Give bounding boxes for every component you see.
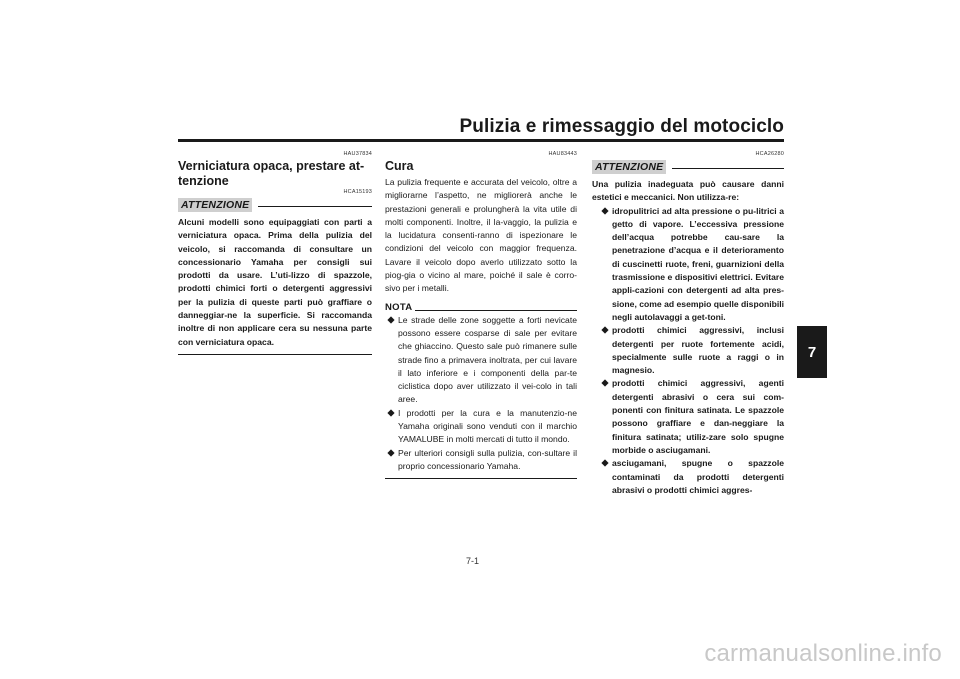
- caution-code: HCA26280: [755, 151, 784, 157]
- caution-header: [592, 160, 784, 174]
- page-number: 7-1: [466, 556, 480, 566]
- list-item: asciugamani, spugne o spazzole contaminati da prodotti detergenti abrasivi o prodotti chimici aggres-: [599, 457, 784, 497]
- note-header: [385, 301, 577, 314]
- section-code: HAU83443: [548, 151, 577, 157]
- caution-intro: Una pulizia inadeguata può causare danni estetici e meccanici. Non utilizza-re:: [592, 179, 784, 203]
- section-title: Verniciatura opaca, prestare at-tenzione: [178, 159, 365, 188]
- note-end-rule: [385, 478, 577, 479]
- caution-code: HCA15193: [343, 189, 372, 195]
- column-3: [592, 151, 784, 497]
- bullet-icon: [601, 460, 608, 467]
- caution-label: ATTENZIONE: [178, 198, 252, 212]
- list-item: prodotti chimici aggressivi, inclusi detergenti per ruote fortemente acidi, specialmente sulle ruote a raggi o in magnesio.: [599, 324, 784, 377]
- column-2: [385, 151, 577, 479]
- note-list: [385, 314, 577, 474]
- bullet-icon: [387, 409, 394, 416]
- caution-header: [178, 198, 372, 212]
- body-paragraph: La pulizia frequente e accurata del veicolo, oltre a migliorarne l’aspetto, ne migliorerà anche le prestazioni generali e prolungherà la vita utile di molti componenti. Inoltre, il la-vaggio, la pulizia e la lucidatura consenti-ranno di ispezionare le condizioni del veicolo con maggior frequenza. Lavare il veicolo dopo averlo utilizzato sotto la piog-gia o vicino al mare, poiché il sale è corro-sivo per i metalli.: [385, 177, 577, 294]
- caution-end-rule: [178, 354, 372, 355]
- bullet-icon: [387, 316, 394, 323]
- bullet-icon: [601, 207, 608, 214]
- bullet-icon: [387, 449, 394, 456]
- page-title: Pulizia e rimessaggio del motociclo: [459, 116, 784, 137]
- header-rule: [178, 139, 784, 142]
- note-rule: [415, 310, 577, 311]
- bullet-icon: [601, 380, 608, 387]
- list-item: idropulitrici ad alta pressione o pu-litrici a getto di vapore. L’eccessiva pressione dell’acqua potrebbe cau-sare la penetrazione d’acqua e il deterioramento di cuscinetti ruote, freni, guarnizioni della trasmissione e dispositivi elettrici. Evitare appli-cazioni con detergenti ad alta pres-sione, come ad esempio quelle disponibili negli autolavaggi a get-toni.: [599, 205, 784, 325]
- section-code: HAU37834: [343, 151, 372, 157]
- list-item: prodotti chimici aggressivi, agenti detergenti abrasivi o cera sui com-ponenti con finitura satinata. Le spazzole possono graffiare e dan-neggiare la finitura satinata; utiliz-zare solo spugne morbide o asciugamani.: [599, 377, 784, 457]
- list-item: Le strade delle zone soggette a forti nevicate possono essere cosparse di sale per evitare che ghiaccino. Questo sale può rimanere sulle strade fino a primavera inoltrata, per cui lavare il lato inferiore e i componenti della par-te ciclistica dopo aver utilizzato il vei-colo in tali aree.: [385, 314, 577, 407]
- caution-list: [592, 205, 784, 498]
- note-label: NOTA: [385, 301, 413, 313]
- caution-rule: [258, 206, 372, 207]
- caution-text: Alcuni modelli sono equipaggiati con parti a verniciatura opaca. Prima della pulizia del veicolo, si raccomanda di consultare un concessionario Yamaha per consigli sui prodotti da usare. L’uti-lizzo di spazzole, prodotti chimici forti o detergenti aggressivi per la pulizia di queste parti può graffiare o danneggiar-ne la superficie. Si raccomanda inoltre di non applicare cera su nessuna parte con verniciatura opaca.: [178, 217, 372, 347]
- section-title: Cura: [385, 159, 414, 173]
- list-item: Per ulteriori consigli sulla pulizia, con-sultare il proprio concessionario Yamaha.: [385, 447, 577, 474]
- bullet-icon: [601, 327, 608, 334]
- watermark: carmanualsonline.info: [704, 640, 942, 667]
- column-1: [178, 151, 372, 355]
- list-item: I prodotti per la cura e la manutenzio-ne Yamaha originali sono venduti con il marchio YAMALUBE in molti mercati di tutto il mondo.: [385, 407, 577, 447]
- chapter-tab: 7: [797, 326, 827, 378]
- caution-label: ATTENZIONE: [592, 160, 666, 174]
- caution-rule: [672, 168, 784, 169]
